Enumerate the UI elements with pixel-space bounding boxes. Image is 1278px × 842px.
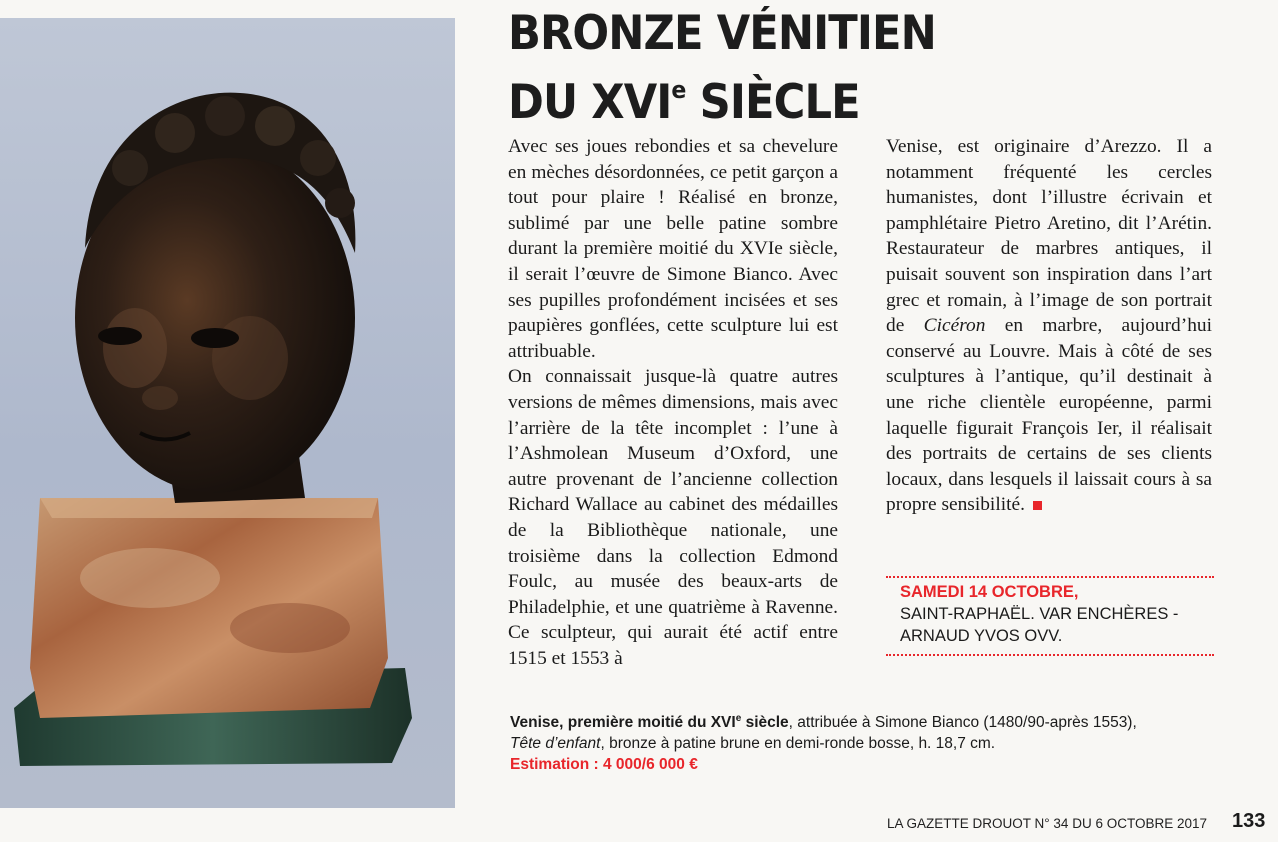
article-column-2 bbox=[886, 134, 1212, 518]
artwork-title-ciceron: Cicéron bbox=[923, 315, 986, 337]
title-line-2-suffix: SIÈCLE bbox=[685, 75, 860, 130]
article-title bbox=[508, 6, 936, 131]
paragraph-3-part-2: en marbre, aujourd’hui conservé au Louvre. Mais à côté de ses sculptures à l’antique, qu’il destinait à une riche clientèle européenne, parmi laquelle figurait François Ier, il réalisait des portraits de certains de ses clients locaux, dans lesquels il laissait cours à sa propre sensibilité. bbox=[886, 315, 1212, 516]
sculpture-photo bbox=[0, 18, 455, 808]
marble-base bbox=[30, 498, 388, 718]
caption-line-2 bbox=[510, 733, 1210, 754]
sale-date: SAMEDI 14 OCTOBRE, bbox=[900, 583, 1079, 601]
caption-origin: Venise, première moitié du XVIe siècle bbox=[510, 713, 789, 732]
paragraph-2: On connaissait jusque-là quatre autres versions de mêmes dimensions, mais avec l’arrière de la tête incomplet : l’une à l’Ashmolean Museum d’Oxford, une autre provenant de l’ancienne collection Richard Wallace au cabinet des médailles de la Bibliothèque nationale, une troisième dans la collection Edmond Foulc, au musée des beaux-arts de Philadelphie, et une quatrième à Ravenne. Ce sculpteur, qui aurait été actif entre 1515 et 1553 à bbox=[508, 366, 838, 669]
caption-description: , bronze à patine brune en demi-ronde bosse, h. 18,7 cm. bbox=[600, 735, 996, 753]
caption-artwork-title: Tête d’enfant bbox=[510, 735, 601, 753]
sale-location: SAINT-RAPHAËL. VAR ENCHÈRES - bbox=[900, 605, 1179, 623]
paragraph-3-part-1: Venise, est originaire d’Arezzo. Il a notamment fréquenté les cercles humanistes, dont l’illustre écrivain et pamphlétaire Pietro Aretino, dit l’Arétin. Restaurateur de marbres antiques, il puisait souvent son inspiration dans l’art grec et romain, à l’image de son portrait de bbox=[886, 136, 1212, 337]
title-line-1: BRONZE VÉNITIEN bbox=[508, 6, 936, 61]
artwork-caption bbox=[510, 708, 1210, 775]
article-column-1 bbox=[508, 134, 838, 671]
paragraph-1: Avec ses joues rebondies et sa chevelure en mèches désordonnées, ce petit garçon a tout pour plaire ! Réalisé en bronze, sublimé par une belle patine sombre durant la première moitié du XVIe siècle, il serait l’œuvre de Simone Bianco. Avec ses pupilles profondément incisées et ses paupières gonflées, cette sculpture lui est attribuable. bbox=[508, 136, 838, 362]
title-line-2-prefix: DU XVI bbox=[508, 75, 672, 130]
publication-footer: LA GAZETTE DROUOT N° 34 DU 6 OCTOBRE 2017 bbox=[887, 816, 1207, 831]
caption-attribution: , attribuée à Simone Bianco (1480/90-après 1553), bbox=[788, 714, 1137, 732]
sale-info-box bbox=[886, 576, 1214, 656]
sale-auctioneer: ARNAUD YVOS OVV. bbox=[900, 627, 1063, 645]
page-number: 133 bbox=[1232, 810, 1266, 832]
title-superscript: e bbox=[671, 76, 686, 104]
caption-estimate: Estimation : 4 000/6 000 € bbox=[510, 756, 698, 774]
paragraph-3 bbox=[886, 134, 1212, 518]
end-of-article-square-icon bbox=[1033, 501, 1042, 510]
caption-line-1 bbox=[510, 708, 1210, 733]
